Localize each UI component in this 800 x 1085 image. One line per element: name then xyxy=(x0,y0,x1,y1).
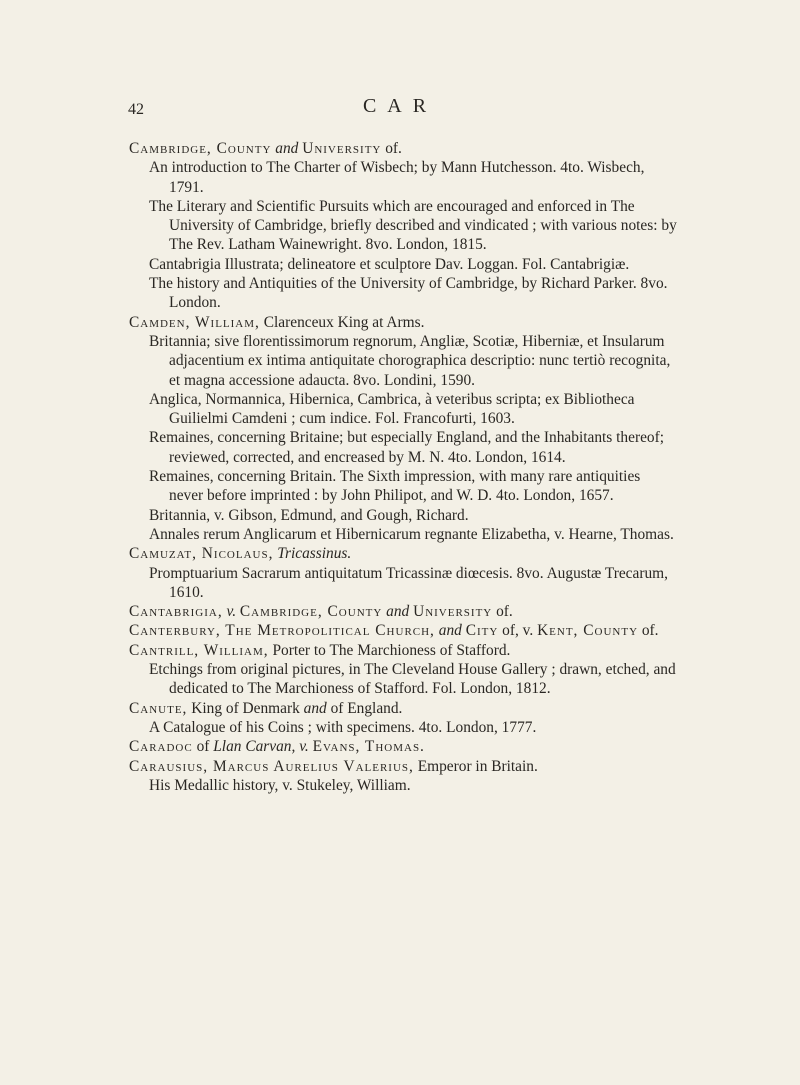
heading-name: Camden, William, xyxy=(129,313,260,331)
page-number: 42 xyxy=(128,101,144,118)
entry-cantabrigia xyxy=(129,602,677,621)
entry-item: His Medallic history, v. Stukeley, William. xyxy=(149,776,411,794)
heading-name: Cantabrigia, xyxy=(129,603,223,621)
heading-name: University xyxy=(302,140,382,157)
entry-item: Cantabrigia Illustrata; delineatore et sculptore Dav. Loggan. Fol. Cantabrigiæ. xyxy=(149,255,630,273)
entry-item: Anglica, Normannica, Hibernica, Cambrica, à veteribus scripta; ex Bibliotheca Guilielmi Camdeni ; cum indice. Fol. Francofurti, 1603. xyxy=(149,390,635,428)
heading-suffix: of. xyxy=(492,603,513,621)
heading-name: Cantrill, William, xyxy=(129,641,269,659)
running-head xyxy=(0,95,800,125)
entry-item: Britannia; sive florentissimorum regnorum, Angliæ, Scotiæ, Hiberniæ, et Insularum adjacentium ex intima antiquitate chorographica descriptio: nunc tertiò recognita, et magna accessione adaucta. 8vo. Londini, 1590. xyxy=(149,332,671,389)
heading-of: of xyxy=(192,738,214,756)
entry-cantrill xyxy=(129,641,677,699)
entry-heading xyxy=(129,139,677,158)
entry-item: A Catalogue of his Coins ; with specimens. 4to. London, 1777. xyxy=(149,718,537,736)
entry-heading xyxy=(129,313,677,332)
heading-description: Emperor in Britain. xyxy=(413,757,538,775)
heading-name: City xyxy=(465,622,499,640)
cross-ref-name: Cambridge, County xyxy=(239,603,383,621)
entry-canterbury xyxy=(129,621,677,640)
heading-description: Porter to The Marchioness of Stafford. xyxy=(268,641,511,659)
entry-heading xyxy=(129,544,677,563)
entry-item: Etchings from original pictures, in The Cleveland House Gallery ; drawn, etched, and dedicated to The Marchioness of Stafford. Fol. London, 1812. xyxy=(149,661,676,698)
heading-description: Clarenceux King at Arms. xyxy=(259,313,425,331)
heading-suffix: of England. xyxy=(326,699,403,717)
heading-name: Caradoc xyxy=(129,738,193,756)
entry-item: Promptuarium Sacrarum antiquitatum Tricassinæ diœcesis. 8vo. Augustæ Trecarum, 1610. xyxy=(149,564,668,601)
cross-ref-name: Evans, Thomas. xyxy=(312,738,425,756)
entry-caradoc xyxy=(129,737,677,756)
entry-item: The Literary and Scientific Pursuits which are encouraged and enforced in The University of Cambridge, briefly described and vindicated ; with various notes: by The Rev. Latham Wainewright. 8vo. London, 1815. xyxy=(149,197,677,254)
heading-name: Canterbury, The Metropolitical Church, xyxy=(129,622,435,640)
cross-ref-v: v. xyxy=(295,738,313,756)
entry-cambridge xyxy=(129,139,677,313)
catalogue-entries xyxy=(129,139,677,795)
heading-name: Carausius, Marcus Aurelius Valerius, xyxy=(129,757,414,775)
entry-heading xyxy=(129,641,677,660)
heading-suffix: of. xyxy=(381,140,402,157)
heading-name: Canute, xyxy=(129,699,188,717)
entry-item: Britannia, v. Gibson, Edmund, and Gough, Richard. xyxy=(149,506,469,524)
cross-ref-name: University xyxy=(413,603,493,621)
entry-camden xyxy=(129,313,677,545)
heading-conjunction: and xyxy=(434,622,466,640)
entry-item: Annales rerum Anglicarum et Hibernicarum regnante Elizabetha, v. Hearne, Thomas. xyxy=(149,525,674,543)
entry-item: The history and Antiquities of the University of Cambridge, by Richard Parker. 8vo. London. xyxy=(149,275,668,312)
cross-ref-name: Kent, County xyxy=(537,622,639,640)
entry-heading xyxy=(129,602,677,621)
cross-ref-v: of, v. xyxy=(498,622,538,640)
entry-item: Remaines, concerning Britain. The Sixth impression, with many rare antiquities never before imprinted : by John Philipot, and W. D. 4to. London, 1657. xyxy=(149,468,641,505)
entry-item: An introduction to The Charter of Wisbech; by Mann Hutchesson. 4to. Wisbech, 1791. xyxy=(149,159,645,196)
heading-description: Tricassinus. xyxy=(273,545,352,563)
entry-heading xyxy=(129,621,677,640)
running-title: CAR xyxy=(362,95,438,117)
entry-heading xyxy=(129,757,677,776)
heading-name: Camuzat, Nicolaus, xyxy=(129,545,274,563)
heading-suffix: of. xyxy=(638,622,659,640)
entry-heading xyxy=(129,737,677,756)
heading-place: Llan Carvan, xyxy=(213,738,296,756)
heading-description: King of Denmark xyxy=(187,699,304,717)
heading-conjunction: and xyxy=(275,140,299,157)
entry-camuzat xyxy=(129,544,677,602)
heading-name: Cambridge, County xyxy=(129,140,272,157)
cross-ref-v: v. xyxy=(222,603,240,621)
entry-canute xyxy=(129,699,677,738)
heading-conjunction: and xyxy=(382,603,414,621)
entry-heading xyxy=(129,699,677,718)
entry-carausius xyxy=(129,757,677,796)
heading-conjunction: and xyxy=(303,699,327,717)
entry-item: Remaines, concerning Britaine; but especially England, and the Inhabitants thereof; reviewed, corrected, and encreased by M. N. 4to. London, 1614. xyxy=(149,429,664,466)
